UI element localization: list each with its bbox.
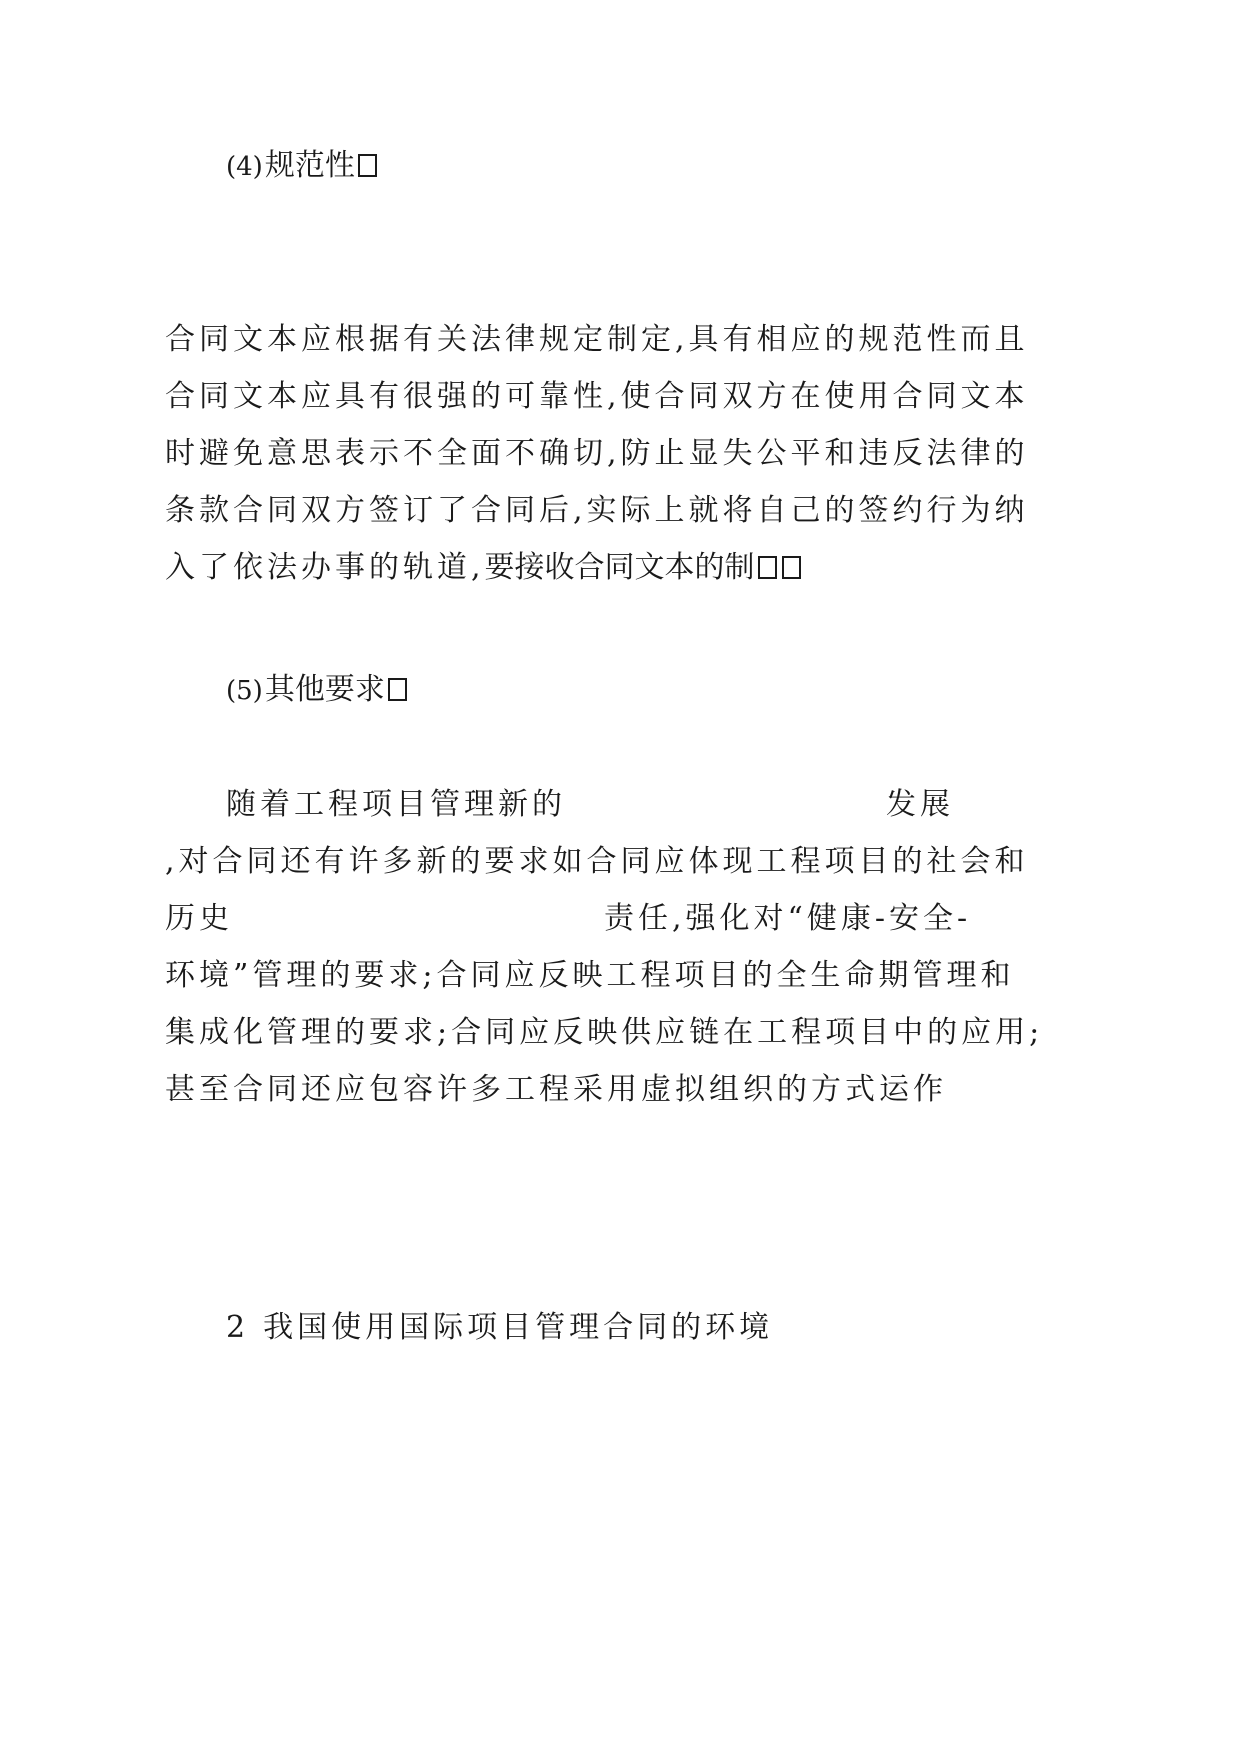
paragraph-text: 入了依法办事的轨道, <box>165 550 485 585</box>
paragraph-line: 环境”管理的要求;合同应反映工程项目的全生命期管理和 <box>165 958 1015 993</box>
section-title: 我国使用国际项目管理合同的环境 <box>263 1310 774 1345</box>
paragraph-line: 随着工程项目管理新的 <box>226 787 566 822</box>
paragraph-line: 条款合同双方签订了合同后,实际上就将自己的签约行为纳 <box>165 493 1029 528</box>
missing-glyph-icon <box>388 678 407 701</box>
paragraph-line: 合同文本应根据有关法律规定制定,具有相应的规范性而且 <box>165 322 1029 357</box>
section-number: (5) <box>226 676 263 706</box>
paragraph-line: 集成化管理的要求;合同应反映供应链在工程项目中的应用; <box>165 1015 1044 1050</box>
paragraph-bold-text: 要接收合同文本的制 <box>484 550 755 585</box>
missing-glyph-icon <box>358 154 377 177</box>
paragraph-line: 时避免意思表示不全面不确切,防止显失公平和违反法律的 <box>165 436 1029 471</box>
paragraph-line-right: 发展 <box>886 787 954 822</box>
missing-glyph-icon <box>782 556 801 579</box>
section-number: 2 <box>226 1310 250 1345</box>
paragraph-line: 合同文本应具有很强的可靠性,使合同双方在使用合同文本 <box>165 379 1029 414</box>
paragraph-line <box>165 548 801 588</box>
section-title: 其他要求 <box>264 672 385 707</box>
paragraph-line: ,对合同还有许多新的要求如合同应体现工程项目的社会和 <box>165 844 1029 879</box>
paragraph-line-right: 责任,强化对“健康-安全- <box>604 901 972 936</box>
section-heading-5 <box>226 670 407 711</box>
missing-glyph-icon <box>758 556 777 579</box>
paragraph-line: 历史 <box>165 901 233 936</box>
section-title: 规范性 <box>264 148 355 183</box>
section-number: (4) <box>226 152 263 182</box>
paragraph-line: 甚至合同还应包容许多工程采用虚拟组织的方式运作 <box>165 1072 947 1107</box>
section-heading-2 <box>226 1308 773 1348</box>
section-heading-4 <box>226 146 377 187</box>
